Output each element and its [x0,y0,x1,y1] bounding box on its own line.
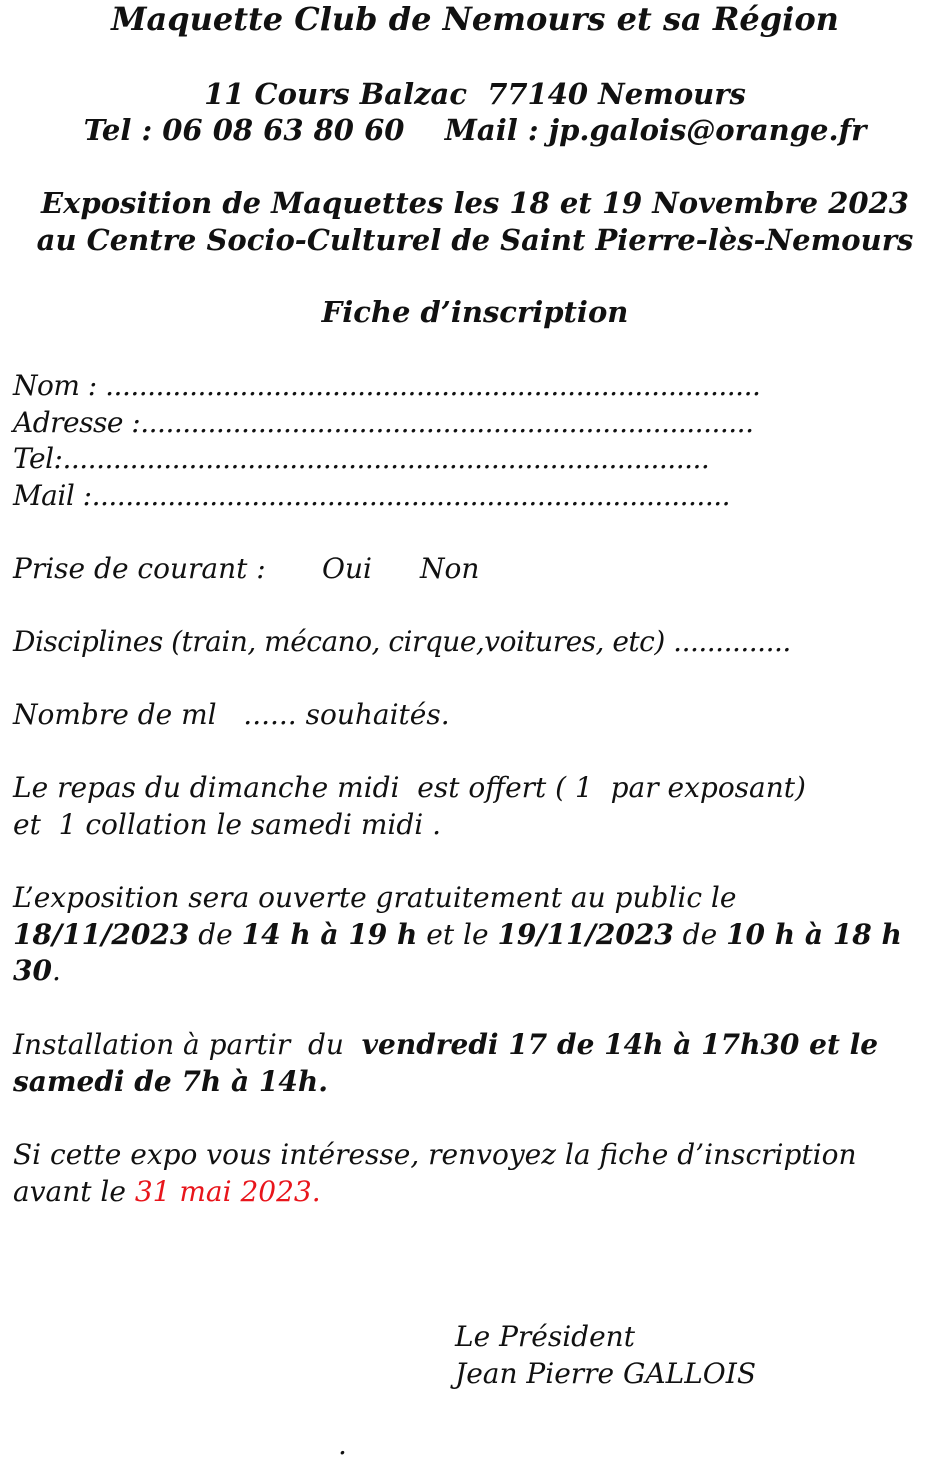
ouverture-line1: L’exposition sera ouverte gratuitement au public le [13,881,737,914]
ouverture-date1: 18/11/2023 [13,918,190,951]
ouverture-date2: 19/11/2023 [497,918,674,951]
ouverture-line3 [13,954,61,987]
installation-plain: Installation à partir du [13,1028,362,1061]
renvoi-line1: Si cette expo vous intéresse, renvoyez la fiche d’inscription [13,1138,857,1171]
ouverture-hours2: 10 h à 18 h [726,918,902,951]
event-title-line2: au Centre Socio-Culturel de Saint Pierre-lès-Nemours [36,223,914,257]
field-nombre-ml[interactable]: Nombre de ml ...... souhaités. [13,698,450,731]
installation-bold1: vendredi 17 de 14h à 17h30 et le [361,1028,879,1061]
renvoi-deadline: 31 mai 2023. [134,1175,321,1208]
prise-courant-oui[interactable]: Oui [322,552,372,585]
club-name: Maquette Club de Nemours et sa Région [111,0,839,38]
prise-courant-non[interactable]: Non [420,552,480,585]
ouverture-hours2-end: 30 [13,954,52,987]
ouverture-et-le: et le [417,918,498,951]
club-contact: Tel : 06 08 63 80 60 Mail : jp.galois@orange.fr [83,113,867,147]
installation-line2: samedi de 7h à 14h. [13,1065,328,1098]
prise-courant-label: Prise de courant : [13,552,266,585]
renvoi-prefix: avant le [13,1175,135,1208]
signature-title: Le Président [455,1320,635,1353]
ouverture-de1: de [189,918,242,951]
ouverture-de2: de [673,918,727,951]
ouverture-line2 [13,918,902,951]
field-mail[interactable]: Mail :............................................................................ [13,479,731,512]
renvoi-line2 [13,1175,321,1208]
event-title-line1: Exposition de Maquettes les 18 et 19 Novembre 2023 [41,186,909,220]
signature-name: Jean Pierre GALLOIS [455,1357,756,1390]
trailing-dot: . [338,1428,347,1461]
form-title: Fiche d’inscription [321,295,629,329]
field-nom[interactable]: Nom : .............................................................................. [13,369,761,402]
field-disciplines[interactable]: Disciplines (train, mécano, cirque,voitures, etc) .............. [13,625,791,658]
field-adresse[interactable]: Adresse :......................................................................... [13,406,754,439]
club-address: 11 Cours Balzac 77140 Nemours [204,77,746,111]
ouverture-hours1: 14 h à 19 h [241,918,418,951]
ouverture-period: . [51,954,61,987]
repas-line1: Le repas du dimanche midi est offert ( 1 par exposant) [13,771,806,804]
repas-line2: et 1 collation le samedi midi . [13,808,442,841]
installation-line1 [13,1028,879,1061]
field-tel[interactable]: Tel:............................................................................. [13,442,710,475]
